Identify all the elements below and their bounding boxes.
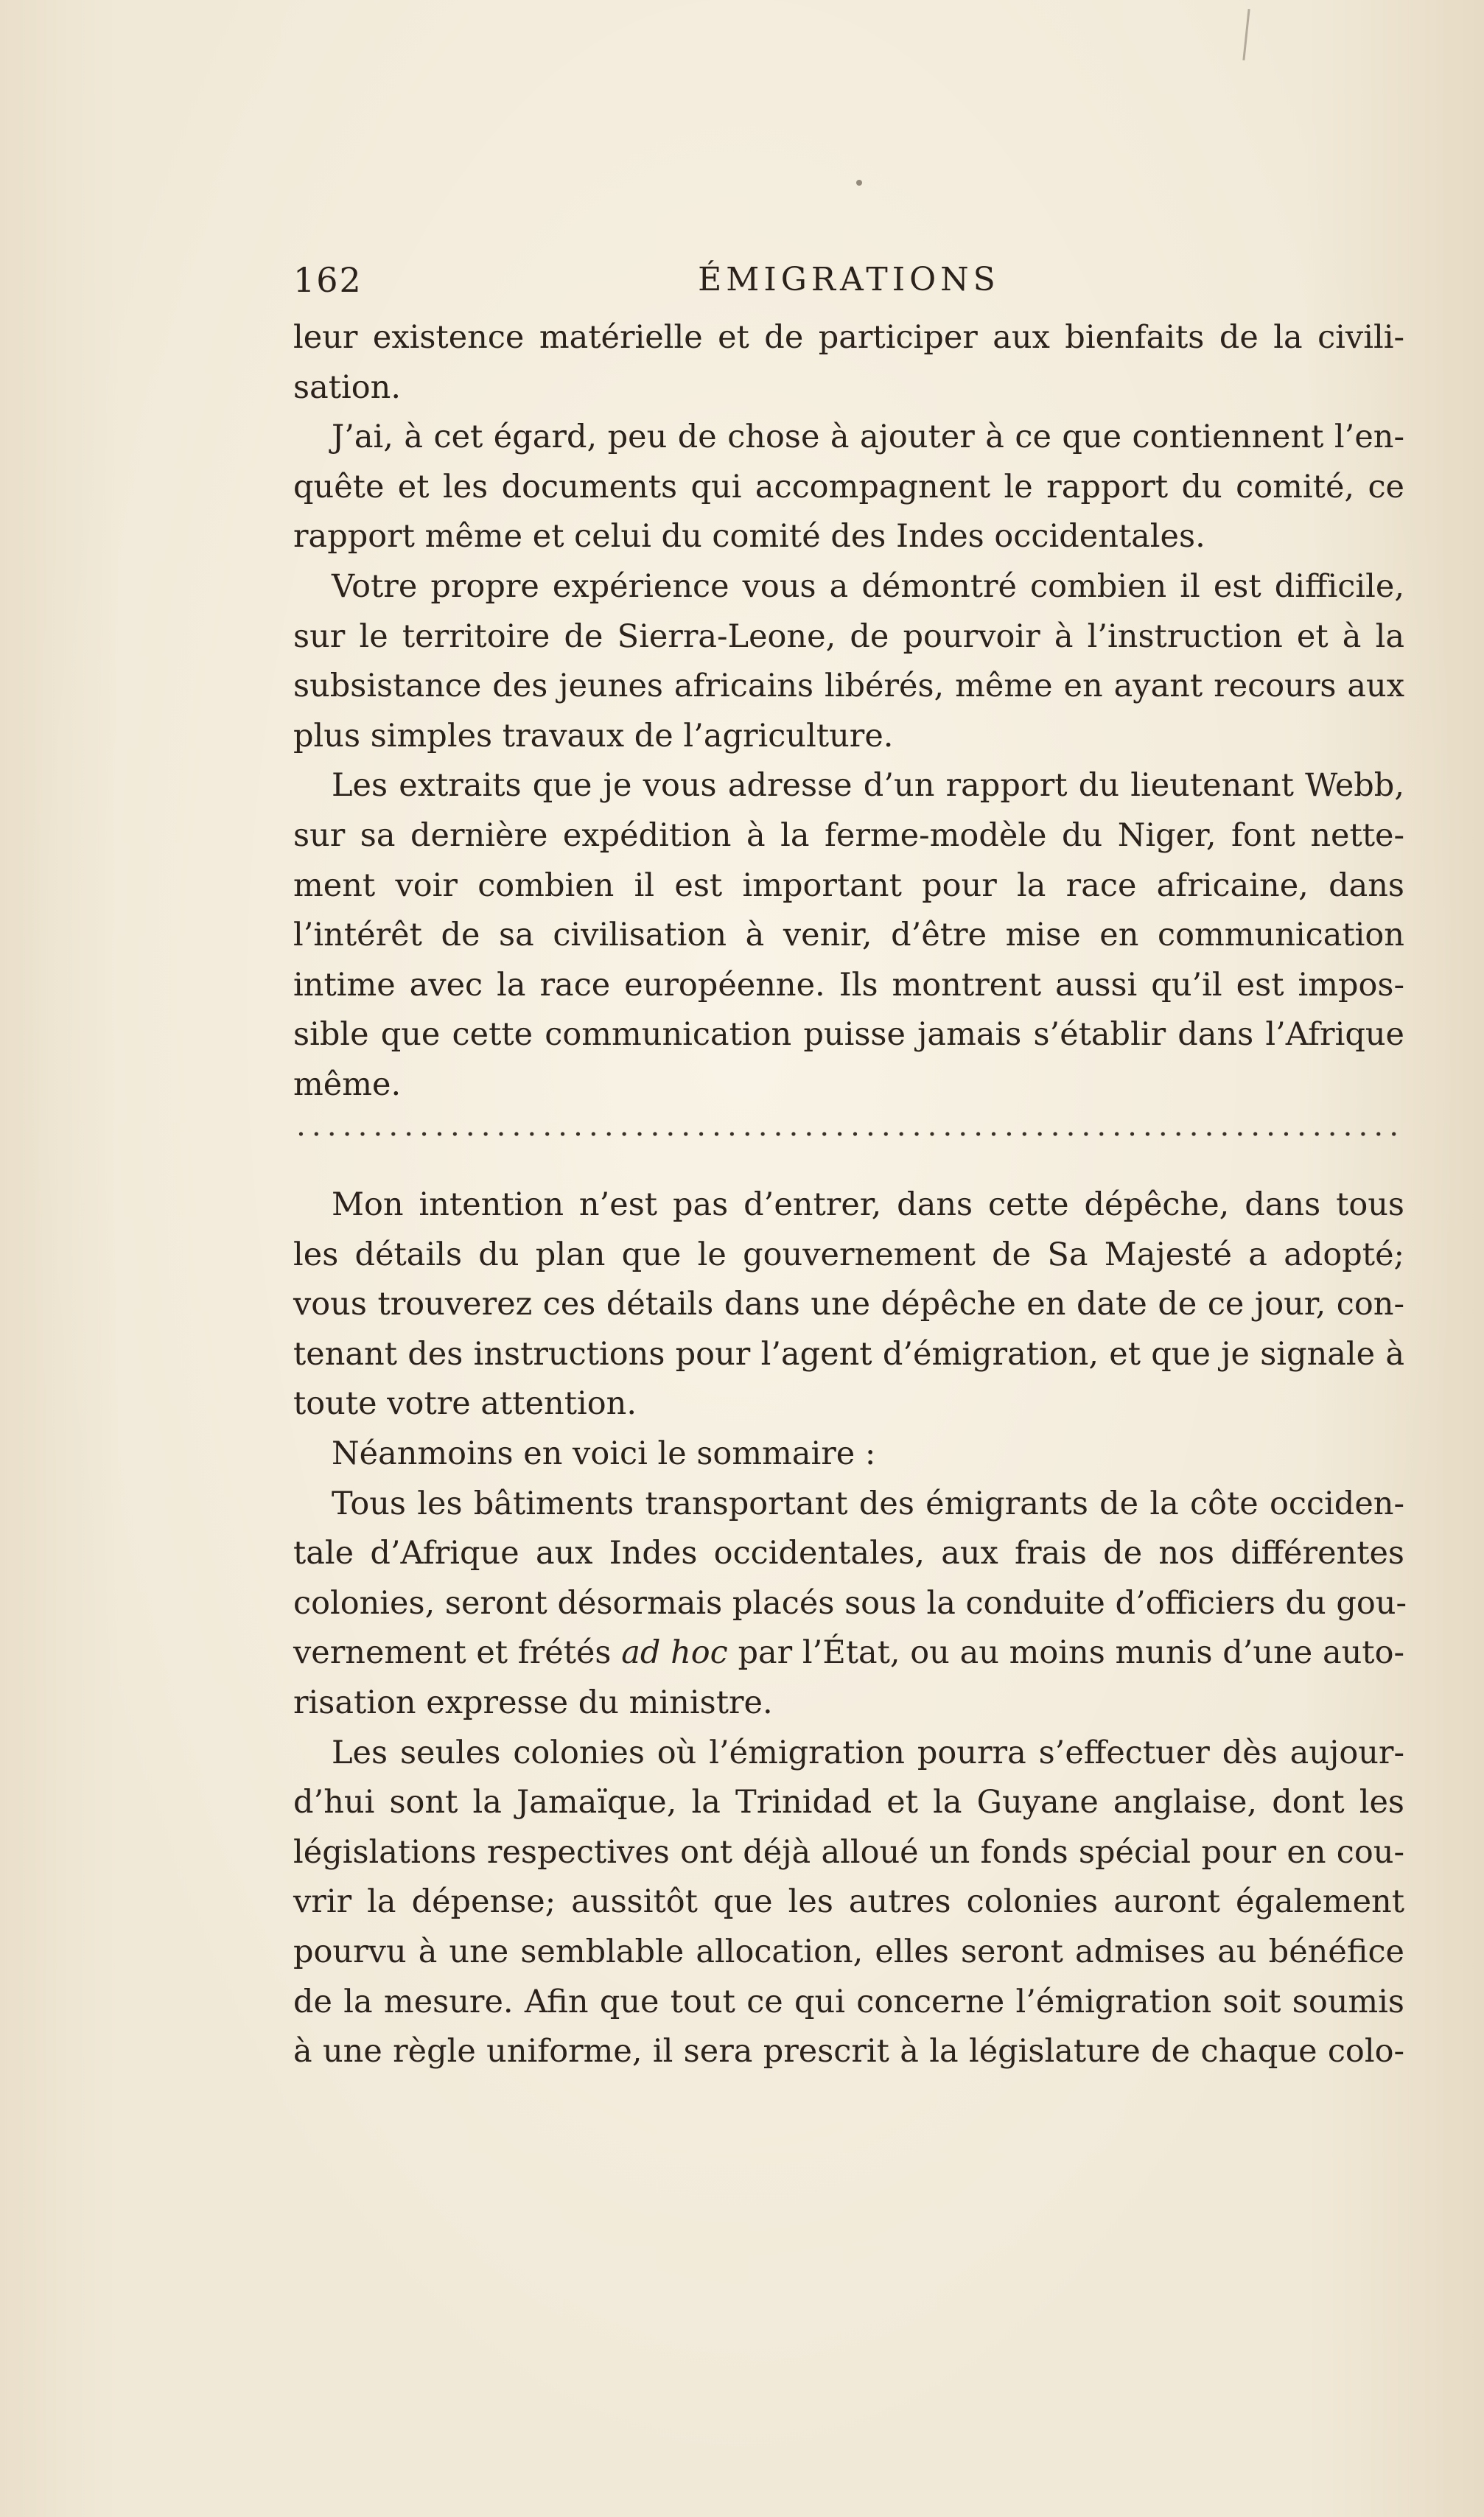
ink-spot	[856, 180, 862, 186]
running-head: ÉMIGRATIONS	[698, 261, 1000, 298]
text-line: rapport même et celui du comité des Indes occidentales.	[293, 518, 1205, 556]
text-line: Tous les bâtiments transportant des émigrants de la côte occiden-	[332, 1485, 1404, 1522]
text-line: subsistance des jeunes africains libérés, même en ayant recours aux	[293, 668, 1404, 705]
text-line: intime avec la race européenne. Ils montrent aussi qu’il est impos-	[293, 966, 1404, 1004]
text-line: l’intérêt de sa civilisation à venir, d’être mise en communication	[293, 917, 1404, 954]
text-line: Les seules colonies où l’émigration pourra s’effectuer dès aujour-	[332, 1734, 1404, 1771]
text-line: toute votre attention.	[293, 1385, 637, 1423]
text-line: sur sa dernière expédition à la ferme-modèle du Niger, font nette-	[293, 816, 1404, 854]
text-line: même.	[293, 1065, 402, 1103]
text-line: d’hui sont la Jamaïque, la Trinidad et la Guyane anglaise, dont les	[293, 1784, 1404, 1821]
text-line: Mon intention n’est pas d’entrer, dans cette dépêche, dans tous	[332, 1186, 1404, 1224]
text-line: vrir la dépense; aussitôt que les autres colonies auront également	[293, 1883, 1404, 1921]
margin-pencil-mark	[1242, 9, 1250, 60]
text-line: les détails du plan que le gouvernement de Sa Majesté a adopté;	[293, 1236, 1404, 1273]
text-segment: vernement et frétés	[293, 1634, 622, 1672]
text-line: Les extraits que je vous adresse d’un rapport du lieutenant Webb,	[332, 767, 1404, 805]
text-line: leur existence matérielle et de participer aux bienfaits de la civili-	[293, 319, 1404, 356]
ellipsis-dotted-line	[293, 1110, 1404, 1161]
text-line: sur le territoire de Sierra-Leone, de pourvoir à l’instruction et à la	[293, 617, 1404, 655]
page-number: 162	[293, 260, 363, 300]
text-line: tale d’Afrique aux Indes occidentales, aux frais de nos différentes	[293, 1535, 1404, 1572]
text-line: plus simples travaux de l’agriculture.	[293, 717, 894, 755]
text-line: pourvu à une semblable allocation, elles seront admises au bénéfice	[293, 1933, 1404, 1970]
text-line: sation.	[293, 368, 401, 406]
text-line: à une règle uniforme, il sera prescrit à la législature de chaque colo-	[293, 2033, 1404, 2070]
text-line: tenant des instructions pour l’agent d’émigration, et que je signale à	[293, 1335, 1404, 1373]
page-header	[293, 258, 1404, 302]
text-line: Votre propre expérience vous a démontré combien il est difficile,	[332, 567, 1404, 605]
text-segment: par l’État, ou au moins munis d’une auto-	[727, 1634, 1404, 1672]
text-line: colonies, seront désormais placés sous la conduite d’officiers du gou-	[293, 1584, 1407, 1622]
text-line: ment voir combien il est important pour la race africaine, dans	[293, 867, 1404, 904]
italic-phrase: ad hoc	[621, 1634, 728, 1672]
text-line: législations respectives ont déjà alloué un fonds spécial pour en cou-	[293, 1833, 1404, 1871]
text-line: J’ai, à cet égard, peu de chose à ajouter à ce que contiennent l’en-	[332, 419, 1404, 456]
text-line: sible que cette communication puisse jamais s’établir dans l’Afrique	[293, 1016, 1404, 1054]
text-line-with-italic	[293, 1628, 1404, 1678]
text-line: quête et les documents qui accompagnent le rapport du comité, ce	[293, 468, 1404, 505]
text-line: de la mesure. Afin que tout ce qui concerne l’émigration soit soumis	[293, 1983, 1404, 2020]
text-line: vous trouverez ces détails dans une dépêche en date de ce jour, con-	[293, 1286, 1404, 1323]
text-line: Néanmoins en voici le sommaire :	[332, 1435, 876, 1473]
text-line: risation expresse du ministre.	[293, 1684, 773, 1722]
section-gap	[293, 1160, 1404, 1180]
body-text	[293, 313, 1407, 2077]
